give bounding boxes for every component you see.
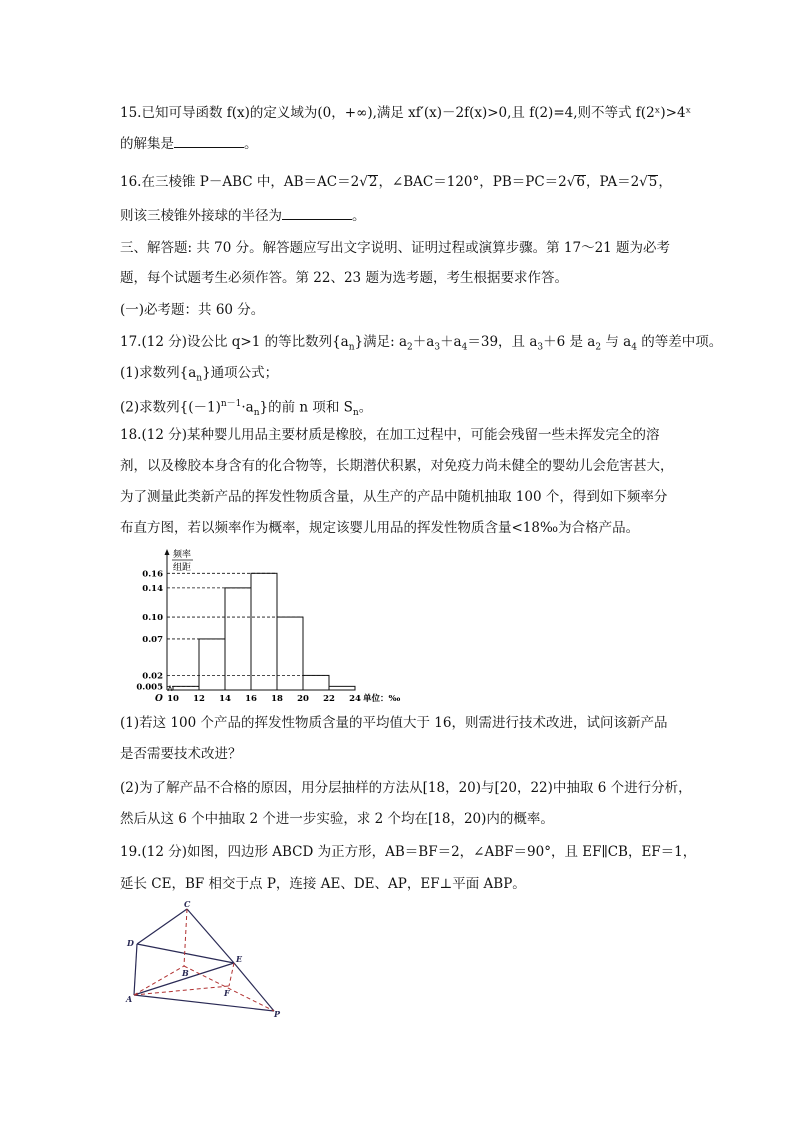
edge-dc xyxy=(137,909,187,944)
q16-line-2 xyxy=(120,205,680,226)
histogram-bar xyxy=(173,686,199,690)
x-tick-label: 18 xyxy=(271,694,283,704)
radicand-1: 2 xyxy=(368,174,378,190)
q18-line-2: 剂，以及橡胶本身含有的化合物等，长期潜伏积累，对免疫力尚未健全的婴幼儿会危害甚大， xyxy=(120,458,674,474)
x-tick-label: 16 xyxy=(245,694,257,704)
y-axis-arrow xyxy=(165,549,170,555)
histogram-bar xyxy=(329,686,355,690)
histogram-bar xyxy=(251,573,277,690)
y-label-top: 频率 xyxy=(173,550,192,560)
q16-part-3: ，PA＝2 xyxy=(585,174,640,190)
q16-line-1 xyxy=(120,172,680,192)
section-3-sub: (一)必考题：共 60 分。 xyxy=(120,302,265,318)
edge-cb-hidden xyxy=(184,909,187,966)
q16-part-1: 16.在三棱锥 P－ABC 中，AB＝AC＝2 xyxy=(120,174,360,190)
label-a: A xyxy=(126,994,133,1004)
section-3-line-2: 题，每个试题考生必须作答。第 22、23 题为选考题，考生根据要求作答。 xyxy=(120,270,568,286)
q18-part-2-line-1: (2)为了解产品不合格的原因，用分层抽样的方法从[18，20)与[20，22)中抽取 6 个进行分析， xyxy=(120,780,692,796)
y-tick-label: 0.10 xyxy=(142,613,163,624)
edge-ep xyxy=(234,963,274,1011)
x-tick-label: 12 xyxy=(193,694,205,704)
frequency-histogram xyxy=(115,548,401,708)
x-axis-label: 单位：‰ xyxy=(363,694,401,704)
sqrt-sign: √ xyxy=(566,174,576,190)
q18-part-1-line-2: 是否需要技术改进？ xyxy=(120,746,242,762)
sqrt-sign: √ xyxy=(359,174,368,190)
geometry-figure xyxy=(122,898,292,1018)
q18-line-1: 18.(12 分)某种婴儿用品主要材质是橡胶，在加工过程中，可能会残留一些未挥发完全的溶 xyxy=(120,427,660,443)
label-c: C xyxy=(184,899,191,909)
answer-blank[interactable] xyxy=(282,205,352,220)
q19-line-1: 19.(12 分)如图，四边形 ABCD 为正方形，AB＝BF＝2，∠ABF＝90°，且 EF∥CB，EF＝1， xyxy=(120,844,697,860)
q17-part-2: (2)求数列$\{(-1)^{n-1}\cdot a_n\}$的前 n 项和 $S_n$。 xyxy=(120,399,373,419)
q18-line-3: 为了测量此类新产品的挥发性物质含量，从生产的产品中随机抽取 100 个，得到如下频率分 xyxy=(120,489,668,505)
x-tick-label: 14 xyxy=(219,694,231,704)
q16-prompt: 则该三棱锥外接球的半径为 xyxy=(120,208,282,224)
y-tick-label: 0.02 xyxy=(142,671,163,682)
histogram-bar xyxy=(225,588,251,690)
histogram-bar xyxy=(199,639,225,690)
origin-label: O xyxy=(155,694,163,704)
x-tick-label: 22 xyxy=(323,694,335,704)
y-tick-label: 0.07 xyxy=(142,634,163,645)
y-tick-label: 0.16 xyxy=(142,569,163,580)
q18-part-1-line-1: (1)若这 100 个产品的挥发性物质含量的平均值大于 16，则需进行技术改进，试问该新产品 xyxy=(120,715,668,731)
q15-line-2 xyxy=(120,133,680,154)
q15-line-1: 15.已知可导函数 f(x)的定义域为(0，+∞),满足 xf′(x)－2f(x)>0,且 f(2)=4,则不等式 f(2ˣ)>4ˣ xyxy=(120,105,692,121)
edge-da xyxy=(134,944,137,995)
radicand-2: 6 xyxy=(576,174,585,190)
label-e: E xyxy=(236,954,243,964)
sqrt-sign: √ xyxy=(639,174,648,190)
label-f: F xyxy=(224,988,230,998)
q17-stem: 17.(12 分)设公比 q>1 的等比数列$\{a_n\}$满足: $a_2+a_3+a_4=39$，且 $a_3+6$ 是 $a_2$ 与 $a_4$ 的等差中项。 xyxy=(120,334,723,353)
q15-end: 。 xyxy=(244,136,258,152)
q19-line-2: 延长 CE，BF 相交于点 P，连接 AE、DE、AP，EF⊥平面 ABP。 xyxy=(120,876,526,892)
label-b: B xyxy=(182,968,189,978)
x-tick-label: 24 xyxy=(349,694,361,704)
q16-end: 。 xyxy=(352,208,366,224)
x-tick-label: 10 xyxy=(167,694,179,704)
q18-line-4: 布直方图，若以频率作为概率，规定该婴儿用品的挥发性物质含量<18‰为合格产品。 xyxy=(120,520,640,536)
y-tick-label: 0.005 xyxy=(136,682,163,693)
q18-part-2-line-2: 然后从这 6 个中抽取 2 个进一步实验，求 2 个均在[18，20)内的概率。 xyxy=(120,811,554,827)
radicand-3: 5 xyxy=(648,174,658,190)
q16-part-2: ，∠BAC＝120°，PB＝PC＝2 xyxy=(378,174,567,190)
q15-prompt: 的解集是 xyxy=(120,136,174,152)
edge-ef-hidden xyxy=(229,963,234,986)
x-tick-label: 20 xyxy=(297,694,309,704)
q16-part-4: ， xyxy=(658,174,672,190)
label-d: D xyxy=(127,938,134,948)
histogram-bar xyxy=(277,617,303,690)
answer-blank[interactable] xyxy=(174,133,244,148)
section-3-line-1: 三、解答题: 共 70 分。解答题应写出文字说明、证明过程或演算步骤。第 17～21 题为必考 xyxy=(120,240,671,256)
y-label-bottom: 组距 xyxy=(173,563,192,573)
q17-part-1: (1)求数列$\{a_n\}$通项公式； xyxy=(120,365,279,384)
histogram-bar xyxy=(303,675,329,690)
edge-ap xyxy=(134,995,274,1011)
y-tick-label: 0.14 xyxy=(142,583,163,594)
label-p: P xyxy=(274,1009,281,1019)
